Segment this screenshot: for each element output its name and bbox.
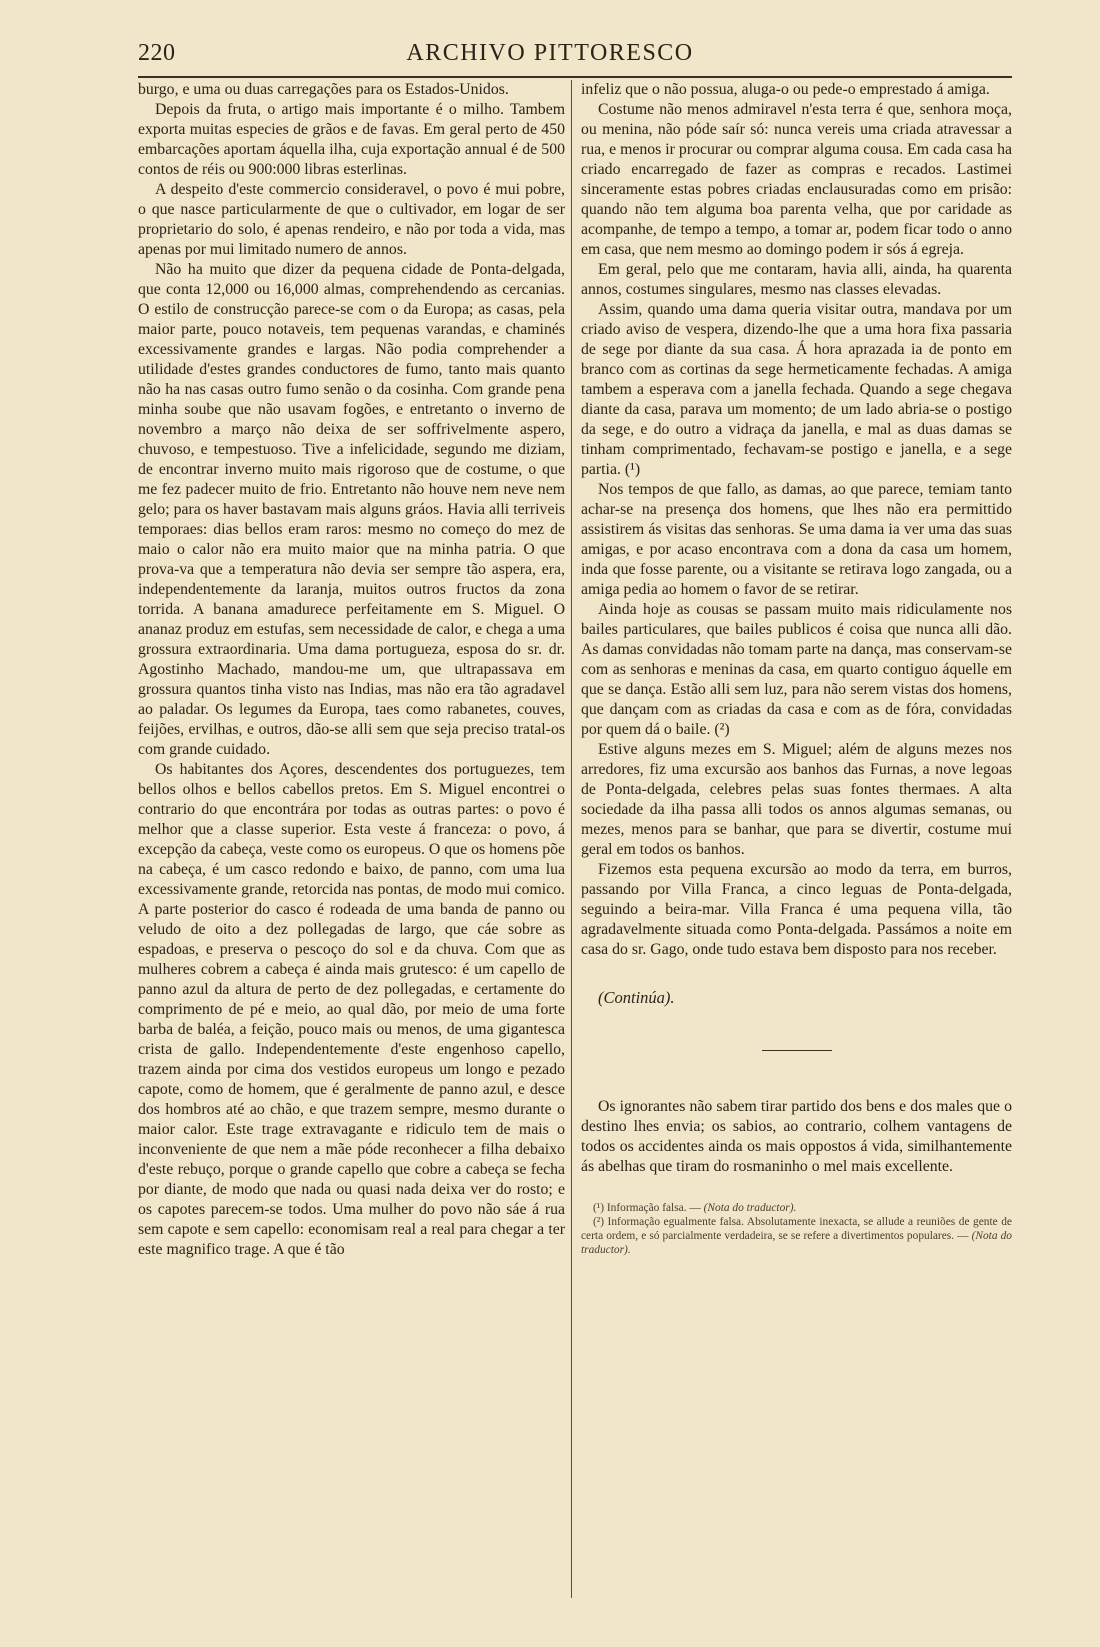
footnote-text: (¹) Informação falsa. —: [593, 1202, 701, 1214]
right-column: [581, 80, 1012, 1257]
paragraph: Depois da fruta, o artigo mais importante é o milho. Tambem exporta muitas especies de grãos e de favas. Em geral perto de 450 embarcações aportam áquella ilha, cuja exportação annual é de 500 contos de réis ou 900:000 libras esterlinas.: [138, 101, 565, 178]
paragraph: Estive alguns mezes em S. Miguel; além de alguns mezes nos arredores, fiz uma excursão aos banhos das Furnas, a nove legoas de Ponta-delgada, celebres pelas suas fontes thermaes. A alta sociedade da ilha passa alli todos os annos algumas semanas, ou mezes, menos para se banhar, que para se divertir, costume mui geral em todos os banhos.: [581, 741, 1012, 858]
footnote-attribution: (Nota do traductor).: [703, 1202, 797, 1214]
paragraph: Em geral, pelo que me contaram, havia alli, ainda, ha quarenta annos, costumes singulares, mesmo nas classes elevadas.: [581, 261, 1012, 298]
header-rule: [138, 76, 1012, 78]
footnote: [581, 1215, 1012, 1257]
footnote-text: (²) Informação egualmente falsa. Absolutamente inexacta, se allude a reuniões de gente de certa ordem, e só parcialmente verdadeira, se se refere a divertimentos populares. —: [581, 1216, 1012, 1242]
paragraph: infeliz que o não possua, aluga-o ou pede-o emprestado á amiga.: [581, 81, 990, 98]
left-column: [138, 80, 565, 1260]
paragraph: Ainda hoje as cousas se passam muito mais ridiculamente nos bailes particulares, que bailes publicos é coisa que nunca alli dão. As damas convidadas não tomam parte na dança, mas conservam-se com as senhoras e meninas da casa, em quarto contiguo áquelle em que se dança. Estão alli sem luz, para não serem vistas dos homens, que dançam com as criadas da casa e com as de fóra, convidadas por quem dá o baile. (²): [581, 601, 1012, 738]
paragraph: Assim, quando uma dama queria visitar outra, mandava por um criado aviso de vespera, dizendo-lhe que a uma hora fixa passaria de sege por diante da sua casa. Á hora aprazada ia de ponto em branco com as cortinas da sege hermeticamente fechadas. A amiga tambem a esperava com a janella fechada. Quando a sege chegava diante da casa, parava um momento; de um lado abria-se o postigo da sege, e do outro a vidraça da janella, e mal as duas damas se tinham comprimentado, fechavam-se postigo e janella, e a sege partia. (¹): [581, 301, 1012, 478]
paragraph: Fizemos esta pequena excursão ao modo da terra, em burros, passando por Villa Franca, a cinco leguas de Ponta-delgada, seguindo a beira-mar. Villa Franca é uma pequena villa, tão agradavelmente situada como Ponta-delgada. Passámos a noite em casa do sr. Gago, onde tudo estava bem disposto para nos receber.: [581, 861, 1012, 958]
paragraph: Os habitantes dos Açores, descendentes dos portuguezes, tem bellos olhos e bellos cabellos pretos. Em S. Miguel encontrei o contrario do que encontrára por todas as outras partes: o povo é melhor que a classe superior. Esta veste á franceza: o povo, á excepção da cabeça, veste como os europeus. O que os homens põe na cabeça, é um casco redondo e baixo, de panno, com uma lua excessivamente grande, retorcida nas pontas, de modo mui comico. A parte posterior do casco é rodeada de uma banda de panno ou veludo de oito a dez pollegadas de largo, que cáe sobre as espadoas, e preserva o pescoço do sol e da chuva. Com que as mulheres cobrem a cabeça é ainda mais grutesco: é um capello de panno azul da altura de perto de dez pollegadas, e certamente do comprimento de pé e meio, ao qual dão, por meio de uma forte barba de baléa, a feição, pouco mais ou menos, de uma gigantesca crista de gallo. Independentemente d'este engenhoso capello, trazem ainda por cima dos vestidos europeus um longo e pezado capote, como de homem, que é geralmente de panno azul, e desce dos hombros até ao chão, e que trazem sempre, mesmo durante o maior calor. Este trage extravagante e ridiculo tem de mais o inconveniente de que nem a mãe póde reconhecer a filha debaixo d'este rebuço, porque o grande capello que cobre a cabeça se fecha por diante, de modo que nada ou quasi nada deixa ver do rosto; e os capotes parecem-se todos. Uma mulher do povo não sáe á rua sem capote e sem capello: economisam real a real para chegar a ter este magnifico trage. A que é tão: [138, 761, 565, 1258]
footnote: [581, 1201, 1012, 1215]
paragraph: Costume não menos admiravel n'esta terra é que, senhora moça, ou menina, não póde saír só: nunca vereis uma criada atravessar a rua, e menos ir procurar ou comprar alguma cousa. Em cada casa ha criado encarregado de fazer as compras e recados. Lastimei sinceramente estas pobres criadas enclausuradas como em prisão: quando não tem alguma boa parenta velha, que por caridade as acompanhe, de tempo a tempo, a tomar ar, podem ficar todo o anno em casa, que nem mesmo ao domingo podem ir sós á egreja.: [581, 101, 1012, 258]
publication-title: ARCHIVO PITTORESCO: [406, 40, 694, 66]
continued-marker: (Continúa).: [598, 988, 675, 1007]
footnote-attribution: (Nota do traductor).: [581, 1230, 1012, 1256]
paragraph: burgo, e uma ou duas carregações para os Estados-Unidos.: [138, 81, 509, 98]
page-number: 220: [138, 40, 176, 66]
paragraph: Nos tempos de que fallo, as damas, ao que parece, temiam tanto achar-se na presença dos homens, que lhes não era permittido assistirem ás visitas das senhoras. Se uma dama ia ver uma das suas amigas, e por acaso encontrava com a dona da casa um homem, inda que fosse parente, ou a visitante se retirava logo zangada, ou a amiga pedia ao homem o favor de se retirar.: [581, 481, 1012, 598]
paragraph: A despeito d'este commercio consideravel, o povo é mui pobre, o que nasce particularmente de que o cultivador, em logar de ser proprietario do solo, é apenas rendeiro, e não por toda a vida, mas apenas por mui limitado numero de annos.: [138, 181, 565, 258]
maxim-paragraph: Os ignorantes não sabem tirar partido dos bens e dos males que o destino lhes envia; os sabios, ao contrario, colhem vantagens de todos os accidentes ainda os mais oppostos á vida, similhantemente ás abelhas que tiram do rosmaninho o mel mais excellente.: [581, 1098, 1012, 1175]
column-divider: [571, 80, 572, 1598]
footnotes: [581, 1201, 1012, 1257]
paragraph: Não ha muito que dizer da pequena cidade de Ponta-delgada, que conta 12,000 ou 16,000 almas, comprehendendo as cercanias. O estilo de construcção parece-se com o da Europa; as casas, pela maior parte, pouco notaveis, tem pequenas varandas, e chaminés excessivamente grandes e largas. Não podia comprehender a utilidade d'estes grandes conductores de fumo, tanto mais quanto não ha nas casas outro fumo senão o da cosinha. Com grande pena minha soube que não usavam fogões, e entretanto o inverno de novembro a março não deixa de ser soffrivelmente aspero, chuvoso, e tempestuoso. Tive a infelicidade, segundo me diziam, de encontrar inverno muito mais rigoroso que de costume, o que me fez padecer muito de frio. Entretanto não houve nem neve nem gelo; para os haver bastavam mais alguns gráos. Havia alli terriveis temporaes: dias bellos eram raros: mesmo no começo do mez de maio o calor não era muito maior que na minha patria. O que prova-va que a temperatura não devia ser sempre tão aspera, era, independentemente da laranja, muitos outros fructos da zona torrida. A banana amadurece perfeitamente em S. Miguel. O ananaz produz em estufas, sem necessidade de calor, e chega a uma grossura extraordinaria. Uma dama portugueza, esposa do sr. dr. Agostinho Machado, mandou-me um, que ultrapassava em grossura quantos tinha visto nas Indias, mas não era tão agradavel ao paladar. Os legumes da Europa, taes como rabanetes, couves, feijões, ervilhas, e outros, dão-se alli sem que seja preciso tratal-os com grande cuidado.: [138, 261, 565, 758]
section-separator: [762, 1050, 832, 1051]
